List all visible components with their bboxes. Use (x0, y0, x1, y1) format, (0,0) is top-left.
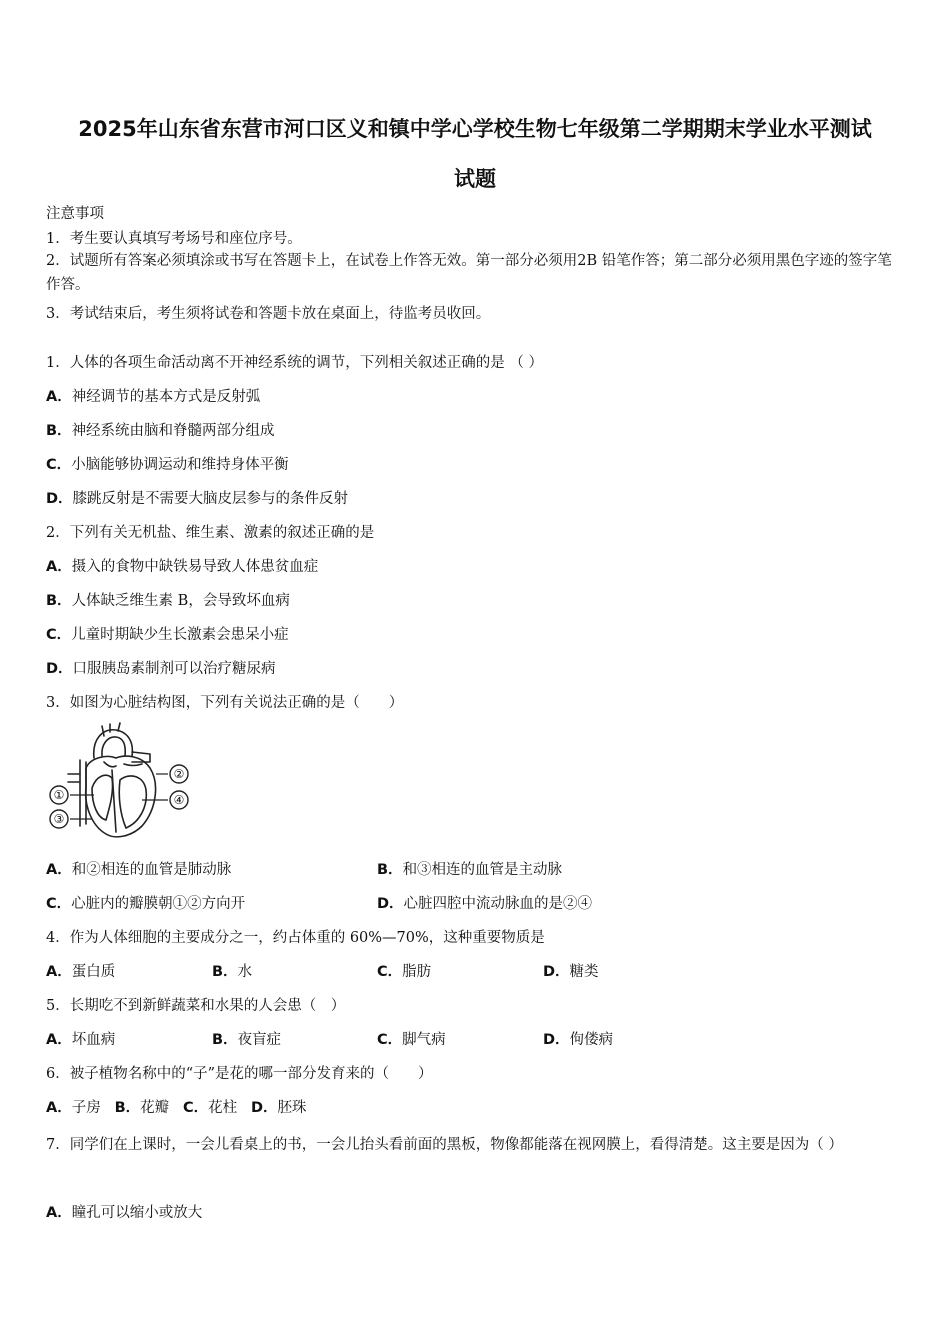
option-letter: D． (250, 1100, 278, 1116)
question-stem: 1．人体的各项生命活动离不开神经系统的调节，下列相关叙述正确的是 （ ） (46, 355, 543, 371)
option (377, 1028, 446, 1049)
option (212, 1028, 281, 1049)
option-text: 摄入的食物中缺铁易导致人体患贫血症 (71, 559, 319, 575)
option-text: 口服胰岛素制剂可以治疗糖尿病 (72, 661, 276, 677)
option-letter: A． (46, 964, 72, 980)
diagram-label-3: ③ (53, 812, 65, 826)
option-text: 神经调节的基本方式是反射弧 (71, 389, 261, 405)
option-text: 糖类 (569, 964, 599, 980)
option-letter: C． (46, 627, 72, 643)
option (46, 657, 276, 678)
option-text: 花瓣 (140, 1100, 170, 1116)
notice-item: 2．试题所有答案必须填涂或书写在答题卡上，在试卷上作答无效。第一部分必须用2B 铅笔作答；第二部分必须用黑色字迹的签字笔作答。 (46, 253, 892, 293)
question-stem: 4．作为人体细胞的主要成分之一，约占体重的 60%—70%，这种重要物质是 (46, 930, 545, 946)
notice-item: 3．考试结束后，考生须将试卷和答题卡放在桌面上，待监考员收回。 (46, 306, 491, 322)
option-letter: C． (182, 1100, 209, 1116)
diagram-label-1: ① (53, 788, 65, 802)
option-text: 子房 (71, 1100, 101, 1116)
option-letter: A． (46, 559, 72, 575)
option-letter: C． (46, 896, 72, 912)
option-text: 膝跳反射是不需要大脑皮层参与的条件反射 (72, 491, 349, 507)
question-stem: 3．如图为心脏结构图，下列有关说法正确的是（ ） (46, 695, 404, 711)
option (46, 453, 289, 474)
option-letter: B． (46, 423, 72, 439)
option-letter: D． (543, 1032, 570, 1048)
option (46, 892, 245, 913)
option-text: 胚珠 (277, 1100, 307, 1116)
option-text: 心脏内的瓣膜朝①②方向开 (71, 896, 246, 912)
option-letter: D． (46, 491, 73, 507)
option (46, 555, 318, 576)
option (46, 858, 231, 879)
notice-heading: 注意事项 (46, 206, 104, 222)
option-text: 儿童时期缺少生长激素会患呆小症 (71, 627, 289, 643)
option (46, 589, 290, 610)
exam-title-continued: 试题 (454, 167, 496, 191)
option-text: 脂肪 (402, 964, 432, 980)
option-letter: D． (377, 896, 404, 912)
option (212, 960, 252, 981)
option-row (46, 1096, 306, 1117)
question-stem: 7．同学们在上课时，一会儿看桌上的书，一会儿抬头看前面的黑板，物像都能落在视网膜上，看得清楚。这主要是因为（ ） (46, 1137, 843, 1153)
diagram-label-2: ② (173, 767, 185, 781)
exam-title: 2025年山东省东营市河口区义和镇中学心学校生物七年级第二学期期末学业水平测试 (78, 117, 872, 141)
option (46, 487, 348, 508)
option (377, 858, 562, 879)
option-text: 坏血病 (71, 1032, 116, 1048)
option-text: 和③相连的血管是主动脉 (402, 862, 563, 878)
option (377, 960, 431, 981)
option-text: 蛋白质 (71, 964, 116, 980)
heart-diagram (46, 722, 206, 846)
question-stem: 5．长期吃不到新鲜蔬菜和水果的人会患（ ） (46, 998, 346, 1014)
option-text: 脚气病 (402, 1032, 446, 1048)
option-letter: A． (46, 1205, 72, 1221)
option-letter: A． (46, 1100, 72, 1116)
option-text: 夜盲症 (237, 1032, 282, 1048)
option-text: 人体缺乏维生素 B，会导致坏血病 (71, 593, 290, 609)
option (46, 385, 260, 406)
question-stem: 2．下列有关无机盐、维生素、激素的叙述正确的是 (46, 525, 375, 541)
option-text: 水 (237, 964, 253, 980)
option (46, 1201, 202, 1222)
option (46, 960, 115, 981)
option-letter: D． (46, 661, 73, 677)
option-letter: B． (212, 1032, 238, 1048)
option (543, 1028, 613, 1049)
notice-item: 1．考生要认真填写考场号和座位序号。 (46, 231, 302, 247)
option-letter: B． (377, 862, 403, 878)
option-text: 和②相连的血管是肺动脉 (71, 862, 232, 878)
option (543, 960, 599, 981)
option-text: 神经系统由脑和脊髓两部分组成 (71, 423, 275, 439)
option (46, 1028, 115, 1049)
question-stem: 6．被子植物名称中的“子”是花的哪一部分发育来的（ ） (46, 1066, 433, 1082)
option-text: 心脏四腔中流动脉血的是②④ (403, 896, 593, 912)
diagram-label-4: ④ (173, 793, 185, 807)
option-letter: C． (46, 457, 72, 473)
option-letter: A． (46, 862, 72, 878)
option-letter: C． (377, 1032, 403, 1048)
option-letter: D． (543, 964, 570, 980)
option-letter: A． (46, 389, 72, 405)
option-text: 瞳孔可以缩小或放大 (71, 1205, 203, 1221)
option (377, 892, 592, 913)
option-text: 花柱 (208, 1100, 238, 1116)
option-letter: C． (377, 964, 403, 980)
option-letter: B． (114, 1100, 141, 1116)
option-text: 小脑能够协调运动和维持身体平衡 (71, 457, 289, 473)
option (46, 419, 275, 440)
option (46, 623, 289, 644)
option-text: 佝偻病 (569, 1032, 614, 1048)
option-letter: A． (46, 1032, 72, 1048)
option-letter: B． (212, 964, 238, 980)
option-letter: B． (46, 593, 72, 609)
